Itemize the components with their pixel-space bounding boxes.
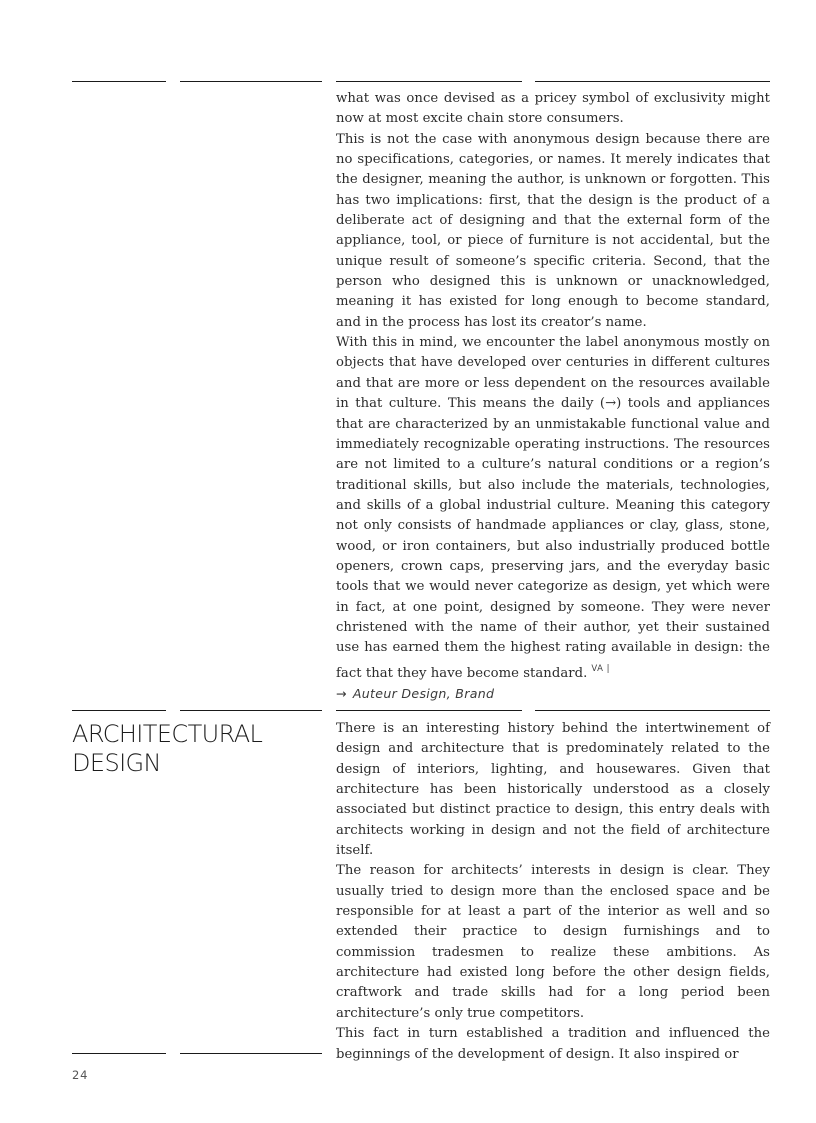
section-rule-col4 [535, 710, 770, 711]
page-number: 24 [72, 1068, 89, 1082]
entry-heading-architectural-design [72, 720, 312, 778]
section-rule-col3 [336, 710, 522, 711]
architectural-paragraph-3: This fact in turn established a tradition and influenced the beginnings of the development of design. It also inspired or [336, 1026, 770, 1062]
architectural-paragraph-1: There is an interesting history behind the intertwinement of design and architecture that is predominately related to the design of interiors, lighting, and housewares. Given that architecture has been historically understood as a closely associated but distinct practice to design, this entry deals with architects working in design and not the field of architecture itself. [336, 721, 770, 859]
architectural-paragraph-2: The reason for architects’ interests in design is clear. They usually tried to design more than the enclosed space and be responsible for at least a part of the interior as well and so extended their practice to design furnishings and to commission tradesmen to realize these ambitions. As architecture had existed long before the other design fields, craftwork and trade skills had for a long period been architecture’s only true competitors. [336, 863, 770, 1021]
bottom-rule-col2 [180, 1053, 322, 1054]
cross-reference[interactable] [336, 684, 770, 704]
section-rule-col2 [180, 710, 322, 711]
continuation-paragraph-1: what was once devised as a pricey symbol of exclusivity might now at most excite chain store consumers. [336, 91, 770, 127]
architectural-design-body [336, 719, 770, 1065]
heading-line-2: DESIGN [72, 749, 161, 777]
top-rule-col2 [180, 81, 322, 82]
continuation-paragraph-2: This is not the case with anonymous design because there are no specifications, categories, or names. It merely indicates that the designer, meaning the author, is unknown or forgotten. This has two implications: first, that the design is the product of a deliberate act of designing and that the external form of the appliance, tool, or piece of furniture is not accidental, but the unique result of someone’s specific criteria. Second, that the person who designed this is unknown or unacknowledged, meaning it has existed for long enough to become standard, and in the process has lost its creator’s name. [336, 131, 770, 330]
top-rule-col1 [72, 81, 166, 82]
top-rule-col3 [336, 81, 522, 82]
heading-line-1: ARCHITECTURAL [72, 720, 263, 748]
top-rule-col4 [535, 81, 770, 82]
author-initials: VA | [591, 663, 611, 674]
continuation-paragraph-3 [336, 333, 770, 684]
bottom-rule-col1 [72, 1053, 166, 1054]
entry-continuation [336, 89, 770, 704]
cross-reference-text: Auteur Design, Brand [352, 685, 495, 701]
continuation-paragraph-3-text: With this in mind, we encounter the label anonymous mostly on objects that have developed over centuries in different cultures and that are more or less dependent on the resources available in that culture. This means the daily (→) tools and appliances that are characterized by an unmistakable functional value and immediately recognizable operating instructions. The resources are not limited to a culture’s natural conditions or a region’s traditional skills, but also include the materials, technologies, and skills of a global industrial culture. Meaning this category not only consists of handmade appliances or clay, glass, stone, wood, or iron containers, but also industrially produced bottle openers, crown caps, preserving jars, and the everyday basic tools that we would never categorize as design, yet which were in fact, at one point, designed by someone. They were never christened with the name of their author, yet their sustained use has earned them the highest rating available in design: the fact that they have become standard. [336, 335, 770, 681]
arrow-right-icon: → [336, 685, 347, 701]
section-rule-col1 [72, 710, 166, 711]
